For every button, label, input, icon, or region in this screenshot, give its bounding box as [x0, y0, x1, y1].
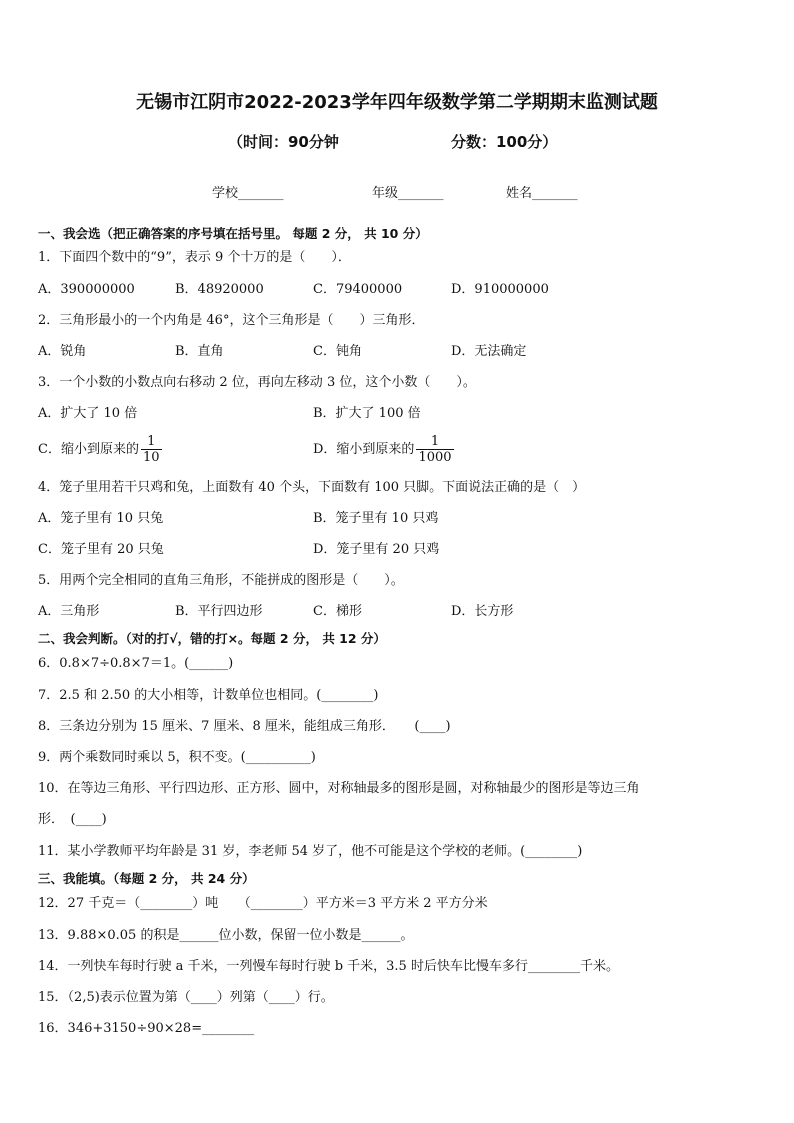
fraction — [141, 434, 162, 465]
name-field: 姓名_______ — [506, 186, 578, 201]
exam-score: 分数：100分） — [451, 133, 558, 151]
option-d-label: D．缩小到原来的 — [313, 442, 415, 457]
question-stem: 16．346+3150÷90×28=________ — [38, 1021, 255, 1036]
question-stem: 12．27 千克＝（________）吨 （________）平方米＝3 平方米 2 平方分米 — [38, 896, 488, 911]
grade-field: 年级_______ — [372, 186, 444, 201]
option-d: D．笼子里有 20 只鸡 — [313, 542, 440, 557]
option-d — [313, 433, 454, 467]
option-b: B．扩大了 100 倍 — [313, 406, 421, 421]
question-stem: 9．两个乘数同时乘以 5，积不变。(__________) — [38, 750, 316, 765]
question-stem: 5．用两个完全相同的直角三角形，不能拼成的图形是（ ）。 — [38, 573, 404, 588]
option-c-label: C．缩小到原来的 — [38, 442, 139, 457]
question-stem: 3．一个小数的小数点向右移动 2 位，再向左移动 3 位，这个小数（ ）。 — [38, 375, 476, 390]
option-b: B．笼子里有 10 只鸡 — [313, 511, 439, 526]
fraction — [416, 434, 453, 465]
option-c — [38, 433, 162, 467]
option-c: C．梯形 — [313, 604, 362, 619]
question-stem-continued: 形． (____) — [38, 812, 107, 827]
question-stem: 15．（2,5)表示位置为第（____）列第（____）行。 — [38, 990, 334, 1005]
section-heading: 三、我能填。（每题 2 分， 共 24 分） — [38, 871, 255, 886]
option-c: C．笼子里有 20 只兔 — [38, 542, 164, 557]
option-b: B．平行四边形 — [175, 604, 263, 619]
question-stem: 6．0.8×7÷0.8×7＝1。(______) — [38, 656, 234, 671]
option-a: A．锐角 — [38, 344, 87, 359]
school-field: 学校_______ — [212, 186, 284, 201]
option-c: C．钝角 — [313, 344, 362, 359]
fraction-numerator: 1 — [416, 434, 453, 450]
option-d: D．长方形 — [451, 604, 514, 619]
section-heading: 二、我会判断。（对的打√，错的打×。每题 2 分， 共 12 分） — [38, 631, 386, 646]
question-stem: 14．一列快车每时行驶 a 千米，一列慢车每时行驶 b 千米，3.5 时后快车比慢车多行________千米。 — [38, 959, 619, 974]
option-d: D．910000000 — [451, 282, 549, 297]
exam-time: （时间：90分钟 — [228, 133, 339, 151]
page-title: 无锡市江阴市2022-2023学年四年级数学第二学期期末监测试题 — [136, 92, 658, 113]
option-a: A．390000000 — [38, 282, 135, 297]
fraction-denominator: 1000 — [418, 450, 452, 465]
question-stem: 13．9.88×0.05 的积是______位小数，保留一位小数是______。 — [38, 928, 414, 943]
option-b: B．48920000 — [175, 282, 264, 297]
fraction-numerator: 1 — [141, 434, 162, 450]
question-stem: 8．三条边分别为 15 厘米、7 厘米、8 厘米，能组成三角形． (____) — [38, 719, 451, 734]
option-c: C．79400000 — [313, 282, 403, 297]
question-stem: 11．某小学教师平均年龄是 31 岁，李老师 54 岁了，他不可能是这个学校的老师。(________) — [38, 844, 583, 859]
section-heading: 一、我会选（把正确答案的序号填在括号里。 每题 2 分， 共 10 分） — [38, 226, 428, 241]
option-a: A．三角形 — [38, 604, 100, 619]
fraction-denominator: 10 — [142, 450, 160, 465]
question-stem: 1．下面四个数中的“9”，表示 9 个十万的是（ ）． — [38, 250, 351, 265]
option-a: A．扩大了 10 倍 — [38, 406, 138, 421]
option-d: D．无法确定 — [451, 344, 527, 359]
question-stem: 4．笼子里用若干只鸡和兔，上面数有 40 个头，下面数有 100 只脚。下面说法正确的是（ ） — [38, 480, 586, 495]
question-stem: 10．在等边三角形、平行四边形、正方形、圆中，对称轴最多的图形是圆，对称轴最少的图形是等边三角 — [38, 781, 640, 796]
question-stem: 7．2.5 和 2.50 的大小相等，计数单位也相同。(________) — [38, 688, 379, 703]
option-b: B．直角 — [175, 344, 224, 359]
option-a: A．笼子里有 10 只兔 — [38, 511, 164, 526]
question-stem: 2．三角形最小的一个内角是 46°，这个三角形是（ ）三角形． — [38, 313, 425, 328]
